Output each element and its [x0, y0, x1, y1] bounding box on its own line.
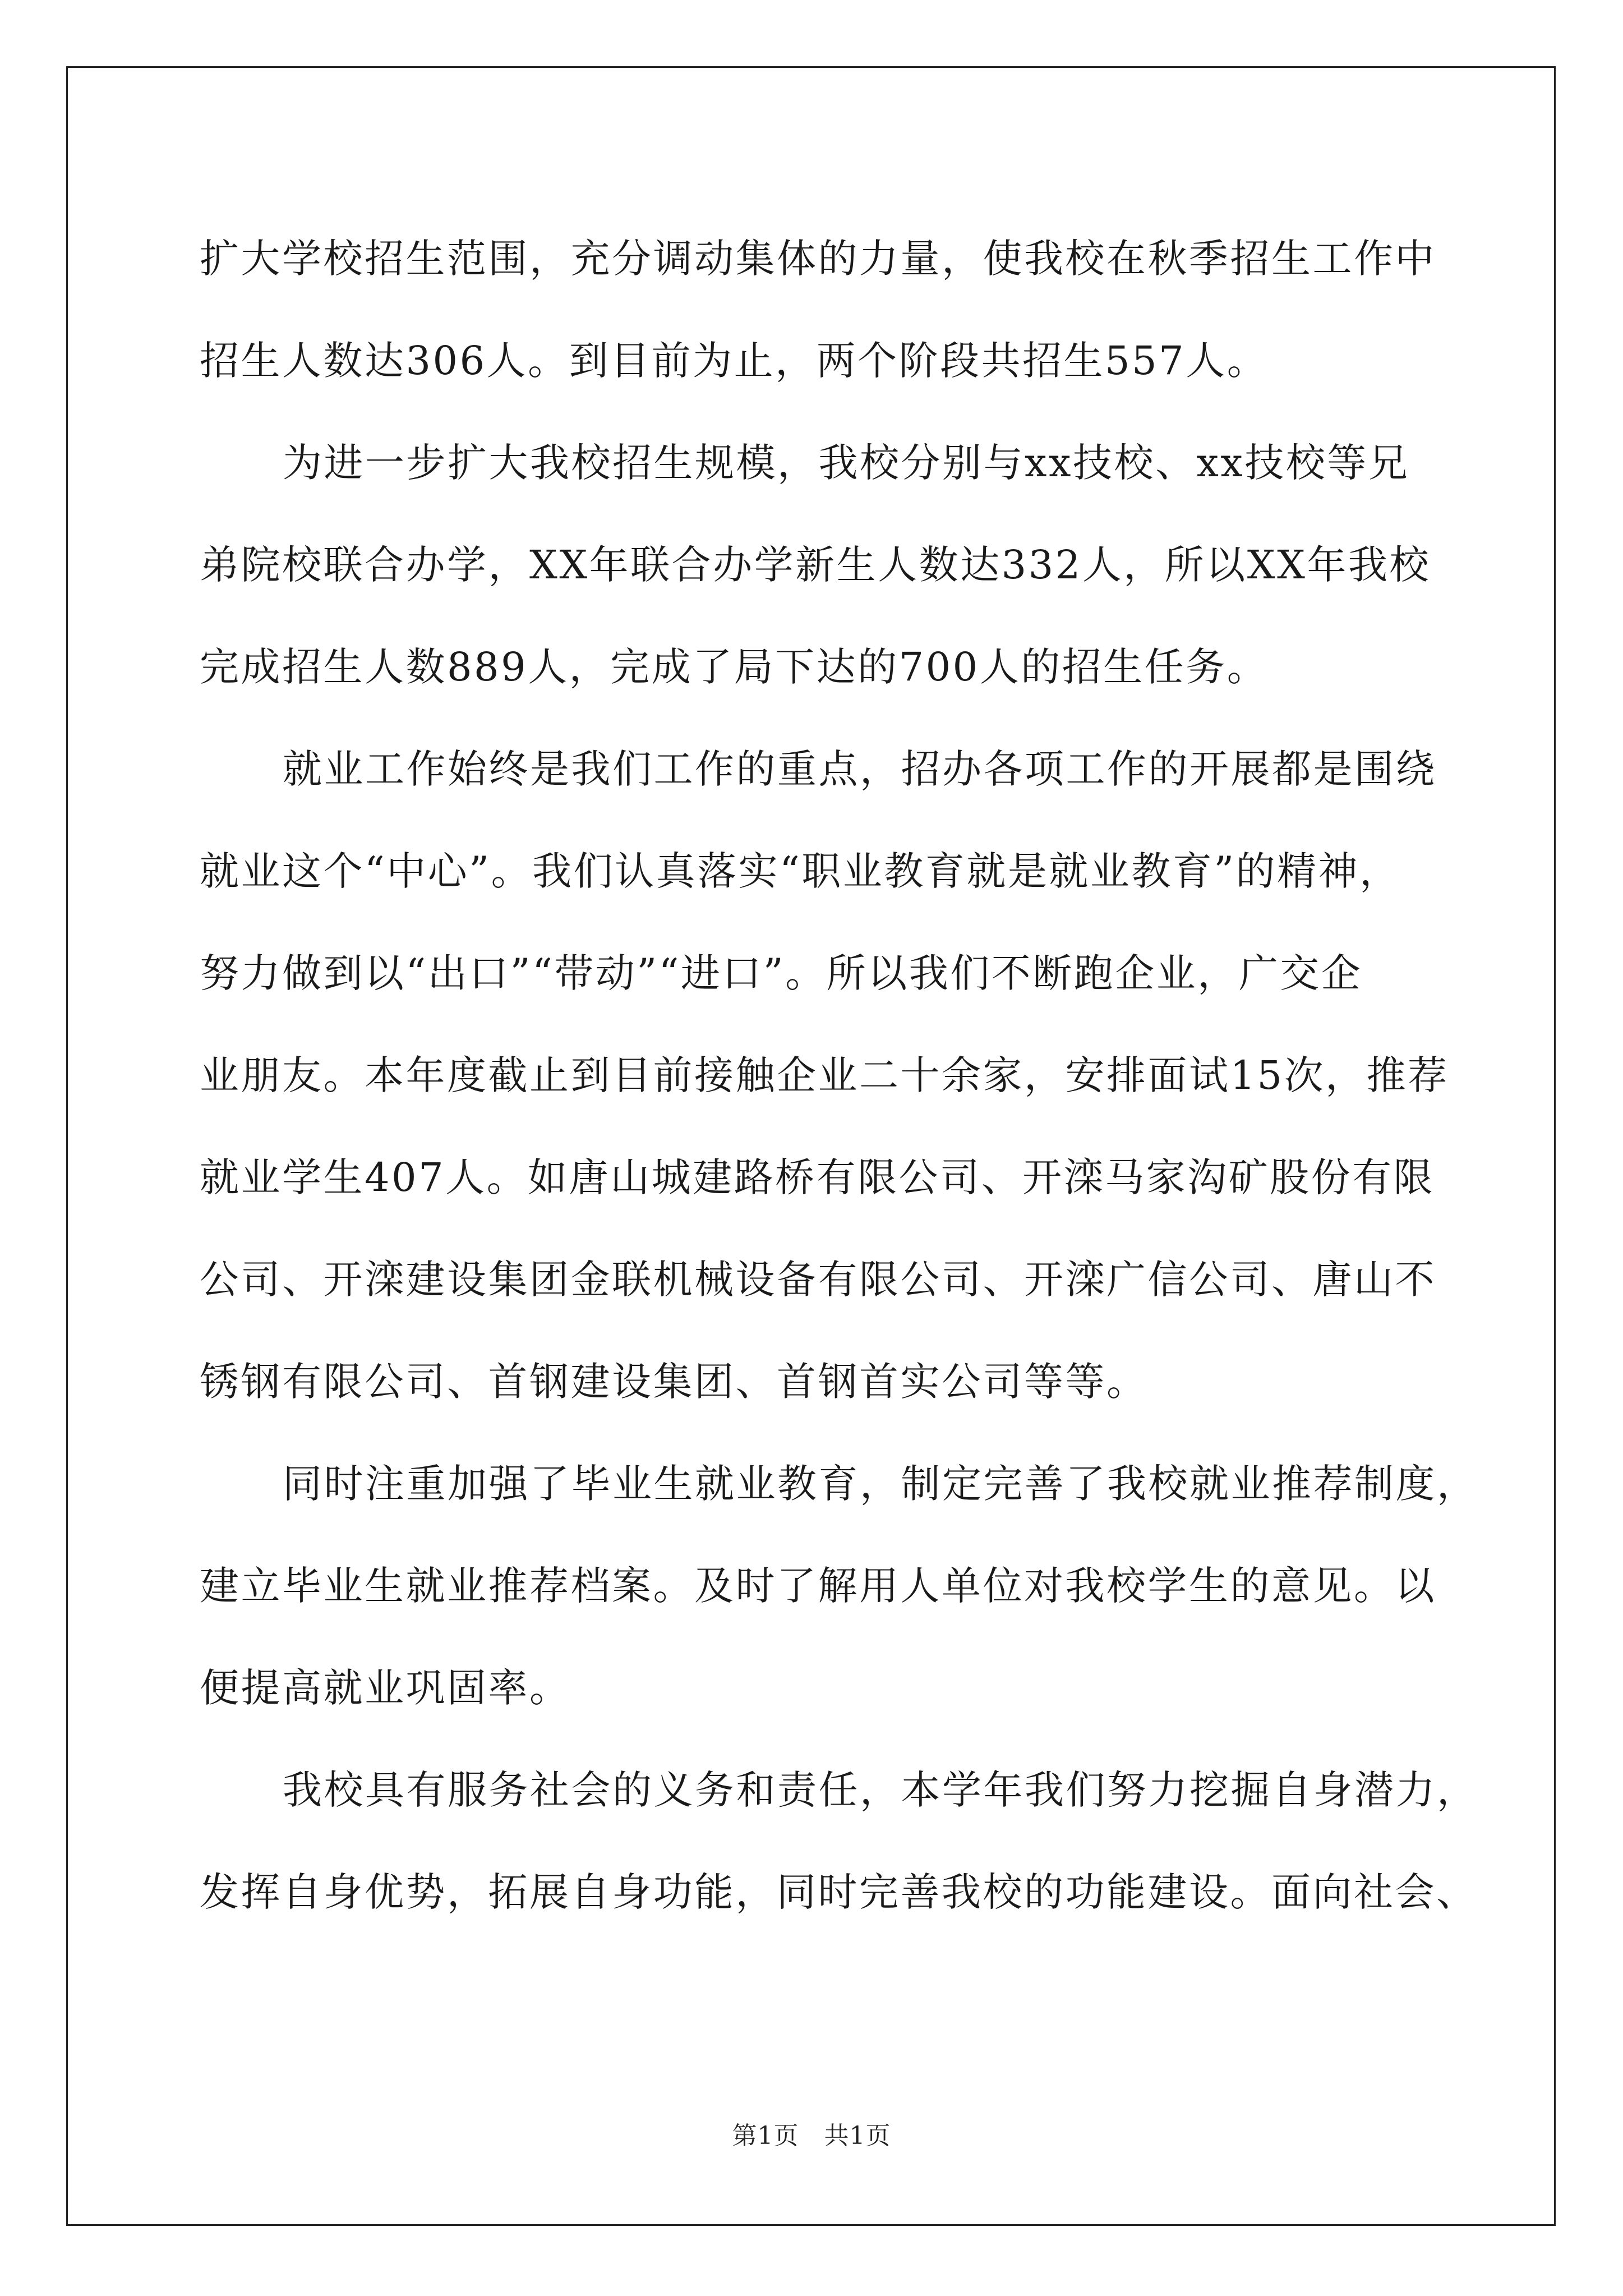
text-line: 同时注重加强了毕业生就业教育，制定完善了我校就业推荐制度，	[283, 1461, 1478, 1507]
page-number-footer: 第1页 共1页	[732, 2122, 891, 2150]
document-body	[200, 208, 1478, 1943]
text-line: 锈钢有限公司、首钢建设集团、首钢首实公司等等。	[200, 1359, 1148, 1405]
text-line: 建立毕业生就业推荐档案。及时了解用人单位对我校学生的意见。以	[200, 1563, 1436, 1609]
text-line: 扩大学校招生范围，充分调动集体的力量，使我校在秋季招生工作中	[200, 236, 1436, 282]
text-line: 努力做到以“出口”“带动”“进口”。所以我们不断跑企业，广交企	[200, 950, 1363, 996]
text-line: 弟院校联合办学，XX年联合办学新生人数达332人，所以XX年我校	[200, 542, 1431, 588]
text-line: 招生人数达306人。到目前为止，两个阶段共招生557人。	[200, 338, 1269, 384]
text-line: 为进一步扩大我校招生规模，我校分别与xx技校、xx技校等兄	[283, 440, 1410, 486]
text-line: 发挥自身优势，拓展自身功能，同时完善我校的功能建设。面向社会、	[200, 1869, 1478, 1915]
text-line: 就业工作始终是我们工作的重点，招办各项工作的开展都是围绕	[283, 746, 1437, 792]
text-line: 便提高就业巩固率。	[200, 1665, 571, 1711]
text-line: 我校具有服务社会的义务和责任，本学年我们努力挖掘自身潜力，	[283, 1767, 1478, 1813]
text-line: 就业这个“中心”。我们认真落实“职业教育就是就业教育”的精神，	[200, 848, 1401, 894]
text-line: 完成招生人数889人，完成了局下达的700人的招生任务。	[200, 644, 1269, 690]
text-line: 就业学生407人。如唐山城建路桥有限公司、开滦马家沟矿股份有限	[200, 1154, 1435, 1200]
text-line: 业朋友。本年度截止到目前接触企业二十余家，安排面试15次，推荐	[200, 1052, 1449, 1098]
text-line: 公司、开滦建设集团金联机械设备有限公司、开滦广信公司、唐山不	[200, 1257, 1436, 1303]
